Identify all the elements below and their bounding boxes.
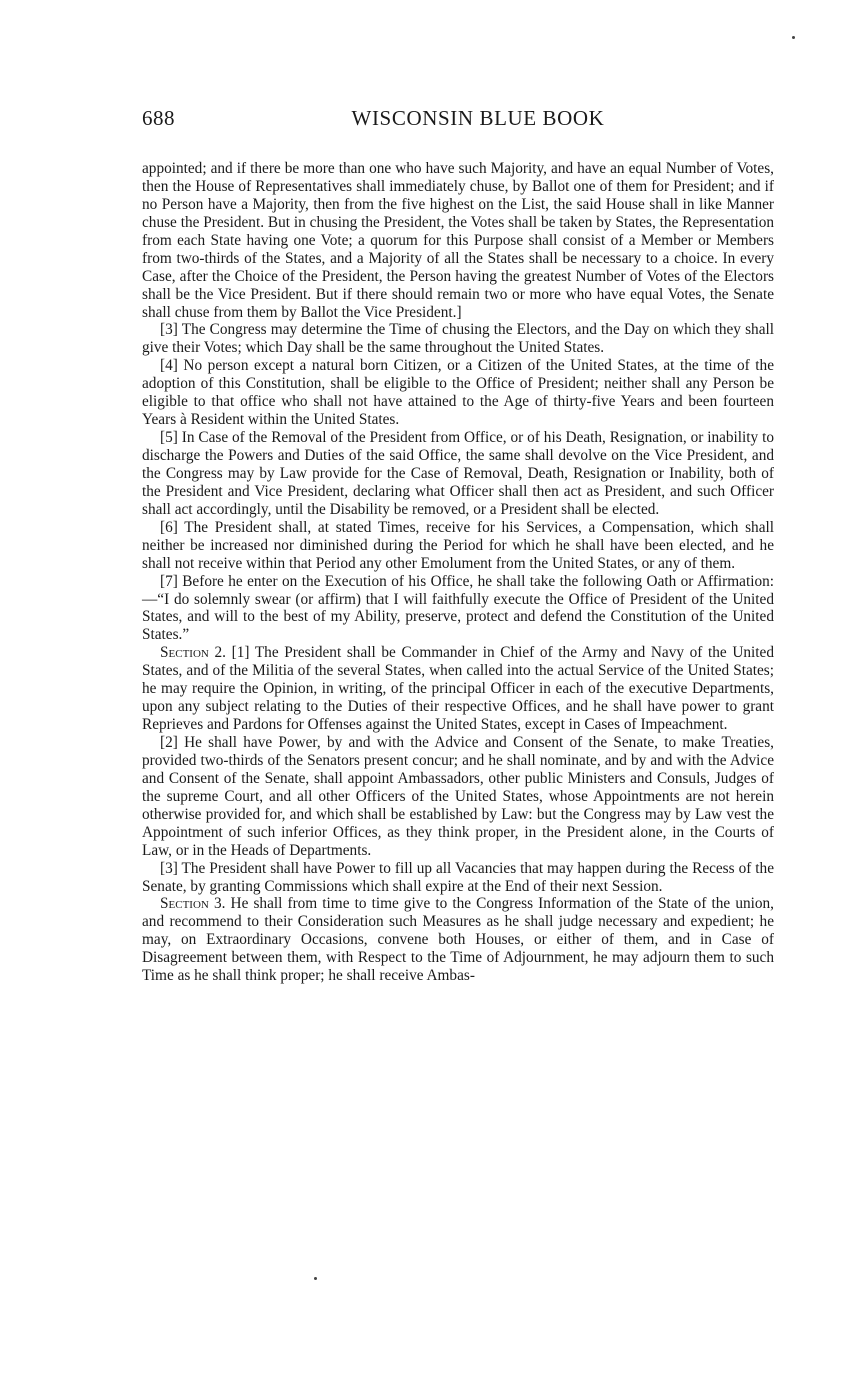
section-paragraph bbox=[142, 895, 774, 985]
running-head-title: WISCONSIN BLUE BOOK bbox=[351, 106, 605, 130]
paragraph-text: [1] The President shall be Commander in Chief of the Army and Navy of the United States, and of the Militia of the several States, when called into the actual Service of the United States; he may require the Opinion, in writing, of the principal Officer in each of the executive Departments, upon any subject relating to the Duties of their respective Offices, and he shall have power to grant Reprieves and Pardons for Offenses against the United States, except in Cases of Impeachment. bbox=[142, 644, 775, 734]
paragraph bbox=[142, 519, 774, 573]
paragraph-text: [2] He shall have Power, by and with the Advice and Consent of the Senate, to make Treaties, provided two-thirds of the Senators present concur; and he shall nominate, and by and with the Advice and Consent of the Senate, shall appoint Ambassadors, other public Ministers and Consuls, Judges of the supreme Court, and all other Officers of the United States, whose Appointments are not herein otherwise provided for, and which shall be established by Law: but the Congress may by Law vest the Appointment of such inferior Offices, as they think proper, in the President alone, in the Courts of Law, or in the Heads of Departments. bbox=[142, 734, 774, 859]
paragraph-text: [5] In Case of the Removal of the President from Office, or of his Death, Resignation, or inability to discharge the Powers and Duties of the said Office, the same shall devolve on the Vice President, and the Congress may by Law provide for the Case of Removal, Death, Resignation or Inability, both of the President and Vice President, declaring what Officer shall then act as President, and such Officer shall act accordingly, until the Disability be removed, or a President shall be elected. bbox=[142, 429, 774, 518]
paragraph bbox=[142, 734, 774, 860]
paragraph-text: [3] The President shall have Power to fill up all Vacancies that may happen during the Recess of the Senate, by granting Commissions which shall expire at the End of their next Session. bbox=[142, 859, 774, 895]
scan-speck bbox=[314, 1277, 317, 1280]
paragraph bbox=[142, 160, 774, 321]
paragraph-text: [4] No person except a natural born Citizen, or a Citizen of the United States, at the time of the adoption of this Constitution, shall be eligible to the Office of President; neither shall any Person be eligible to that office who shall not have attained to the Age of thirty-five Years and been fourteen Years à Resident within the United States. bbox=[142, 357, 774, 429]
paragraph bbox=[142, 357, 774, 429]
paragraph-text: He shall from time to time give to the Congress Information of the State of the union, and recommend to their Consideration such Measures as he shall judge necessary and expedient; he may, on Extraordinary Occasions, convene both Houses, or either of them, and in Case of Disagreement between them, with Respect to the Time of Adjournment, he may adjourn them to such Time as he shall think proper; he shall receive Ambas- bbox=[142, 895, 774, 985]
body-text bbox=[142, 160, 774, 985]
paragraph-text: appointed; and if there be more than one who have such Majority, and have an equal Number of Votes, then the House of Representatives shall immediately chuse, by Ballot one of them for President; and if no Person have a Majority, then from the five highest on the List, the said House shall in like Manner chuse the President. But in chusing the President, the Votes shall be taken by States, the Representation from each State having one Vote; a quorum for this Purpose shall consist of a Member or Members from two-thirds of the States, and a Majority of all the States shall be necessary to a choice. In every Case, after the Choice of the President, the Person having the greatest Number of Votes of the Electors shall be the Vice President. But if there should remain two or more who have equal Votes, the Senate shall chuse from them by Ballot the Vice President.] bbox=[142, 160, 774, 321]
document-page bbox=[142, 106, 774, 985]
page-number: 688 bbox=[142, 106, 175, 130]
paragraph bbox=[142, 573, 774, 645]
paragraph-text: [3] The Congress may determine the Time of chusing the Electors, and the Day on which they shall give their Votes; which Day shall be the same throughout the United States. bbox=[142, 321, 774, 357]
paragraph bbox=[142, 429, 774, 519]
paragraph bbox=[142, 860, 774, 896]
paragraph-text: [7] Before he enter on the Execution of his Office, he shall take the following Oath or Affirmation:—“I do solemnly swear (or affirm) that I will faithfully execute the Office of President of the United States, and will to the best of my Ability, preserve, protect and defend the Constitution of the United States.” bbox=[142, 572, 774, 644]
section-heading: Section 3. bbox=[160, 895, 226, 913]
paragraph bbox=[142, 321, 774, 357]
page-header bbox=[142, 106, 774, 138]
section-heading: Section 2. bbox=[160, 644, 226, 662]
section-paragraph bbox=[142, 644, 774, 734]
paragraph-text: [6] The President shall, at stated Times, receive for his Services, a Compensation, which shall neither be increased nor diminished during the Period for which he shall have been elected, and he shall not receive within that Period any other Emolument from the United States, or any of them. bbox=[142, 518, 774, 572]
scan-speck bbox=[792, 36, 795, 39]
